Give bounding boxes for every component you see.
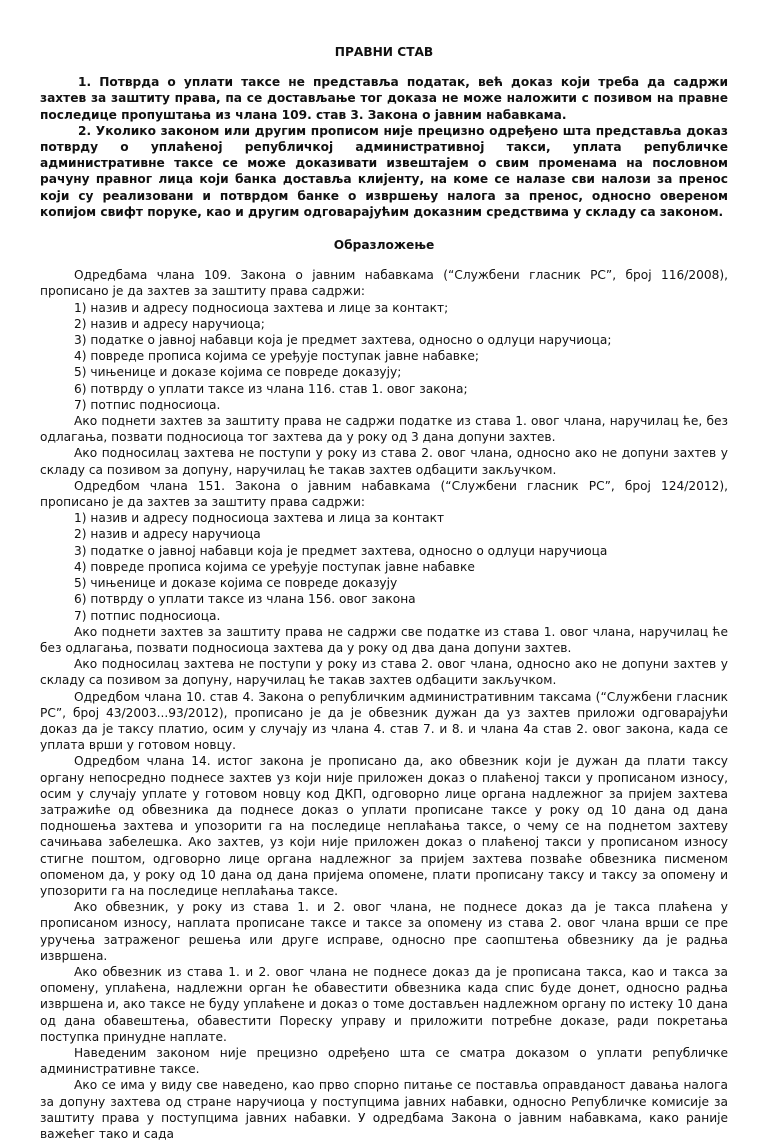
list-item: 3) податке о јавној набавци која је предмет захтева, односно о одлуци наручиоца; bbox=[74, 333, 612, 348]
body-paragraph: Ако поднети захтев за заштиту права не садржи податке из става 1. овог члана, наручилац ће, без одлагања, позвати подносиоца тог захтева да у року од 3 дана допуни захтев. bbox=[40, 414, 728, 445]
body-paragraph: Одредбом члана 14. истог закона је прописано да, ако обвезник који је дужан да плати таксу органу непосредно поднесе захтев уз који није приложен доказ о плаћеној такси у прописаном износу, осим у случају уплате у готовом новцу код ДКП, одговорно лице органа надлежног за пријем захтева затражиће од обвезника да поднесе доказ о уплати прописане таксе у року од 10 дана од дана подношења захтева и упозорити га на последице неплаћања таксе, о чему се на поднетом захтеву сачињава забелешка. Ако захтев, уз који није приложен доказ о плаћеној такси у прописаном износу стигне поштом, одговорно лице органа надлежног за пријем захтева позваће обвезника писменом опоменом да, у року од 10 дана од дана пријема опомене, плати прописану таксу и таксу за опомену и упозорити га на последице неплаћања таксе. bbox=[40, 754, 728, 898]
body-paragraph: Ако поднети захтев за заштиту права не садржи све податке из става 1. овог члана, наручилац ће без одлагања, позвати подносиоца захтева да у року од два дана допуни захтев. bbox=[40, 624, 728, 655]
list-item: 7) потпис подносиоца. bbox=[74, 397, 221, 412]
list-item: 6) потврду о уплати таксе из члана 156. овог закона bbox=[74, 592, 416, 607]
legal-position-item-2: 2. Уколико законом или другим прописом није прецизно одређено шта представља доказ потврду о уплаћеној републичкој административној такси, уплата републичке административне таксе се може доказивати извештајем о свим променама на пословном рачуну правног лица који банка доставља клијенту, на коме се налазе сви налози за пренос који су реализовани и потврдом банке о извршењу налога за пренос, односно овереном копијом свифт поруке, као и другим одговарајућим доказним средствима у складу са законом. bbox=[40, 123, 728, 219]
body-paragraph: Ако се има у виду све наведено, као прво спорно питање се поставља оправданост давања налога за допуну захтева од стране наручиоца у поступцима јавних набавки, односно Републичке комисије за заштиту права у поступцима јавних набавки. У одредбама Закона о јавним набавкама, како раније важећег тако и сада bbox=[40, 1078, 728, 1141]
list-item: 2) назив и адресу наручиоца bbox=[74, 527, 261, 542]
list-item: 4) повреде прописа којима се уређује поступак јавне набавке bbox=[74, 559, 475, 574]
body-paragraph: Ако обвезник, у року из става 1. и 2. овог члана, не поднесе доказ да је такса плаћена у прописаном износу, наплата прописане таксе и таксе за опомену из става 2. овог члана врши се пре уручења затраженог решења или друге исправе, односно пре саопштења обвезнику да је радња извршена. bbox=[40, 900, 728, 963]
legal-position-section bbox=[40, 74, 728, 220]
body-paragraph: Ако обвезник из става 1. и 2. овог члана не поднесе доказ да је прописана такса, као и такса за опомену, уплаћена, надлежни орган ће обавестити обвезника када спис буде донет, односно радња извршена и, ако таксе не буду уплаћене и доказ о томе достављен надлежном органу по истеку 10 дана од дана обавештења, обавестити Пореску управу и приложити потребне доказе, ради покретања поступка принудне наплате. bbox=[40, 964, 728, 1044]
reasoning-body bbox=[40, 267, 728, 1142]
list-item: 4) повреде прописа којима се уређује поступак јавне набавке; bbox=[74, 349, 479, 364]
document-title: ПРАВНИ СТАВ bbox=[334, 45, 434, 59]
legal-position-item-1: 1. Потврда о уплати таксе не представља податак, већ доказ који треба да садржи захтев за заштиту права, па се достављање тог доказа не може наложити с позивом на правне последице пропуштања из члана 109. став 3. Закона о јавним набавкама. bbox=[40, 75, 728, 122]
list-item: 7) потпис подносиоца. bbox=[74, 608, 221, 623]
body-paragraph: Ако подносилац захтева не поступи у року из става 2. овог члана, односно ако не допуни захтев у складу са позивом за допуну, наручилац ће такав захтев одбацити закључком. bbox=[40, 657, 728, 688]
body-paragraph: Одредбама члана 109. Закона о јавним набавкама (“Службени гласник РС”, број 116/2008), прописано је да захтев за заштиту права садржи: bbox=[40, 268, 728, 299]
list-item: 1) назив и адресу подносиоца захтева и лице за контакт; bbox=[74, 300, 449, 315]
body-paragraph: Ако подносилац захтева не поступи у року из става 2. овог члана, односно ако не допуни захтев у складу са позивом за допуну, наручилац ће такав захтев одбацити закључком. bbox=[40, 446, 728, 477]
body-paragraph: Наведеним законом није прецизно одређено шта се сматра доказом о уплати републичке административне таксе. bbox=[40, 1045, 728, 1077]
list-item: 5) чињенице и доказе којима се повреде доказују; bbox=[74, 365, 402, 380]
list-item: 3) податке о јавној набавци која је предмет захтева, односно о одлуци наручиоца bbox=[74, 543, 608, 558]
list-item: 5) чињенице и доказе којима се повреде доказују bbox=[74, 576, 398, 591]
section-heading-reasoning: Образложење bbox=[333, 238, 435, 253]
body-paragraph: Одредбом члана 151. Закона о јавним набавкама (“Службени гласник РС”, број 124/2012), прописано је да захтев за заштиту права садржи: bbox=[40, 478, 728, 510]
body-paragraph: Одредбом члана 10. став 4. Закона о републичким административним таксама (“Службени гласник РС”, број 43/2003...93/2012), прописано је да је обвезник дужан да уз захтев приложи одговарајући доказ да је таксу платио, осим у случају из члана 4. став 7. и 8. и члана 4а став 2. овог закона, када се уплата врши у готовом новцу. bbox=[40, 689, 728, 753]
list-item: 6) потврду о уплати таксе из члана 116. став 1. овог закона; bbox=[74, 381, 468, 396]
list-item: 1) назив и адресу подносиоца захтева и лица за контакт bbox=[74, 511, 445, 526]
list-item: 2) назив и адресу наручиоца; bbox=[74, 316, 265, 331]
